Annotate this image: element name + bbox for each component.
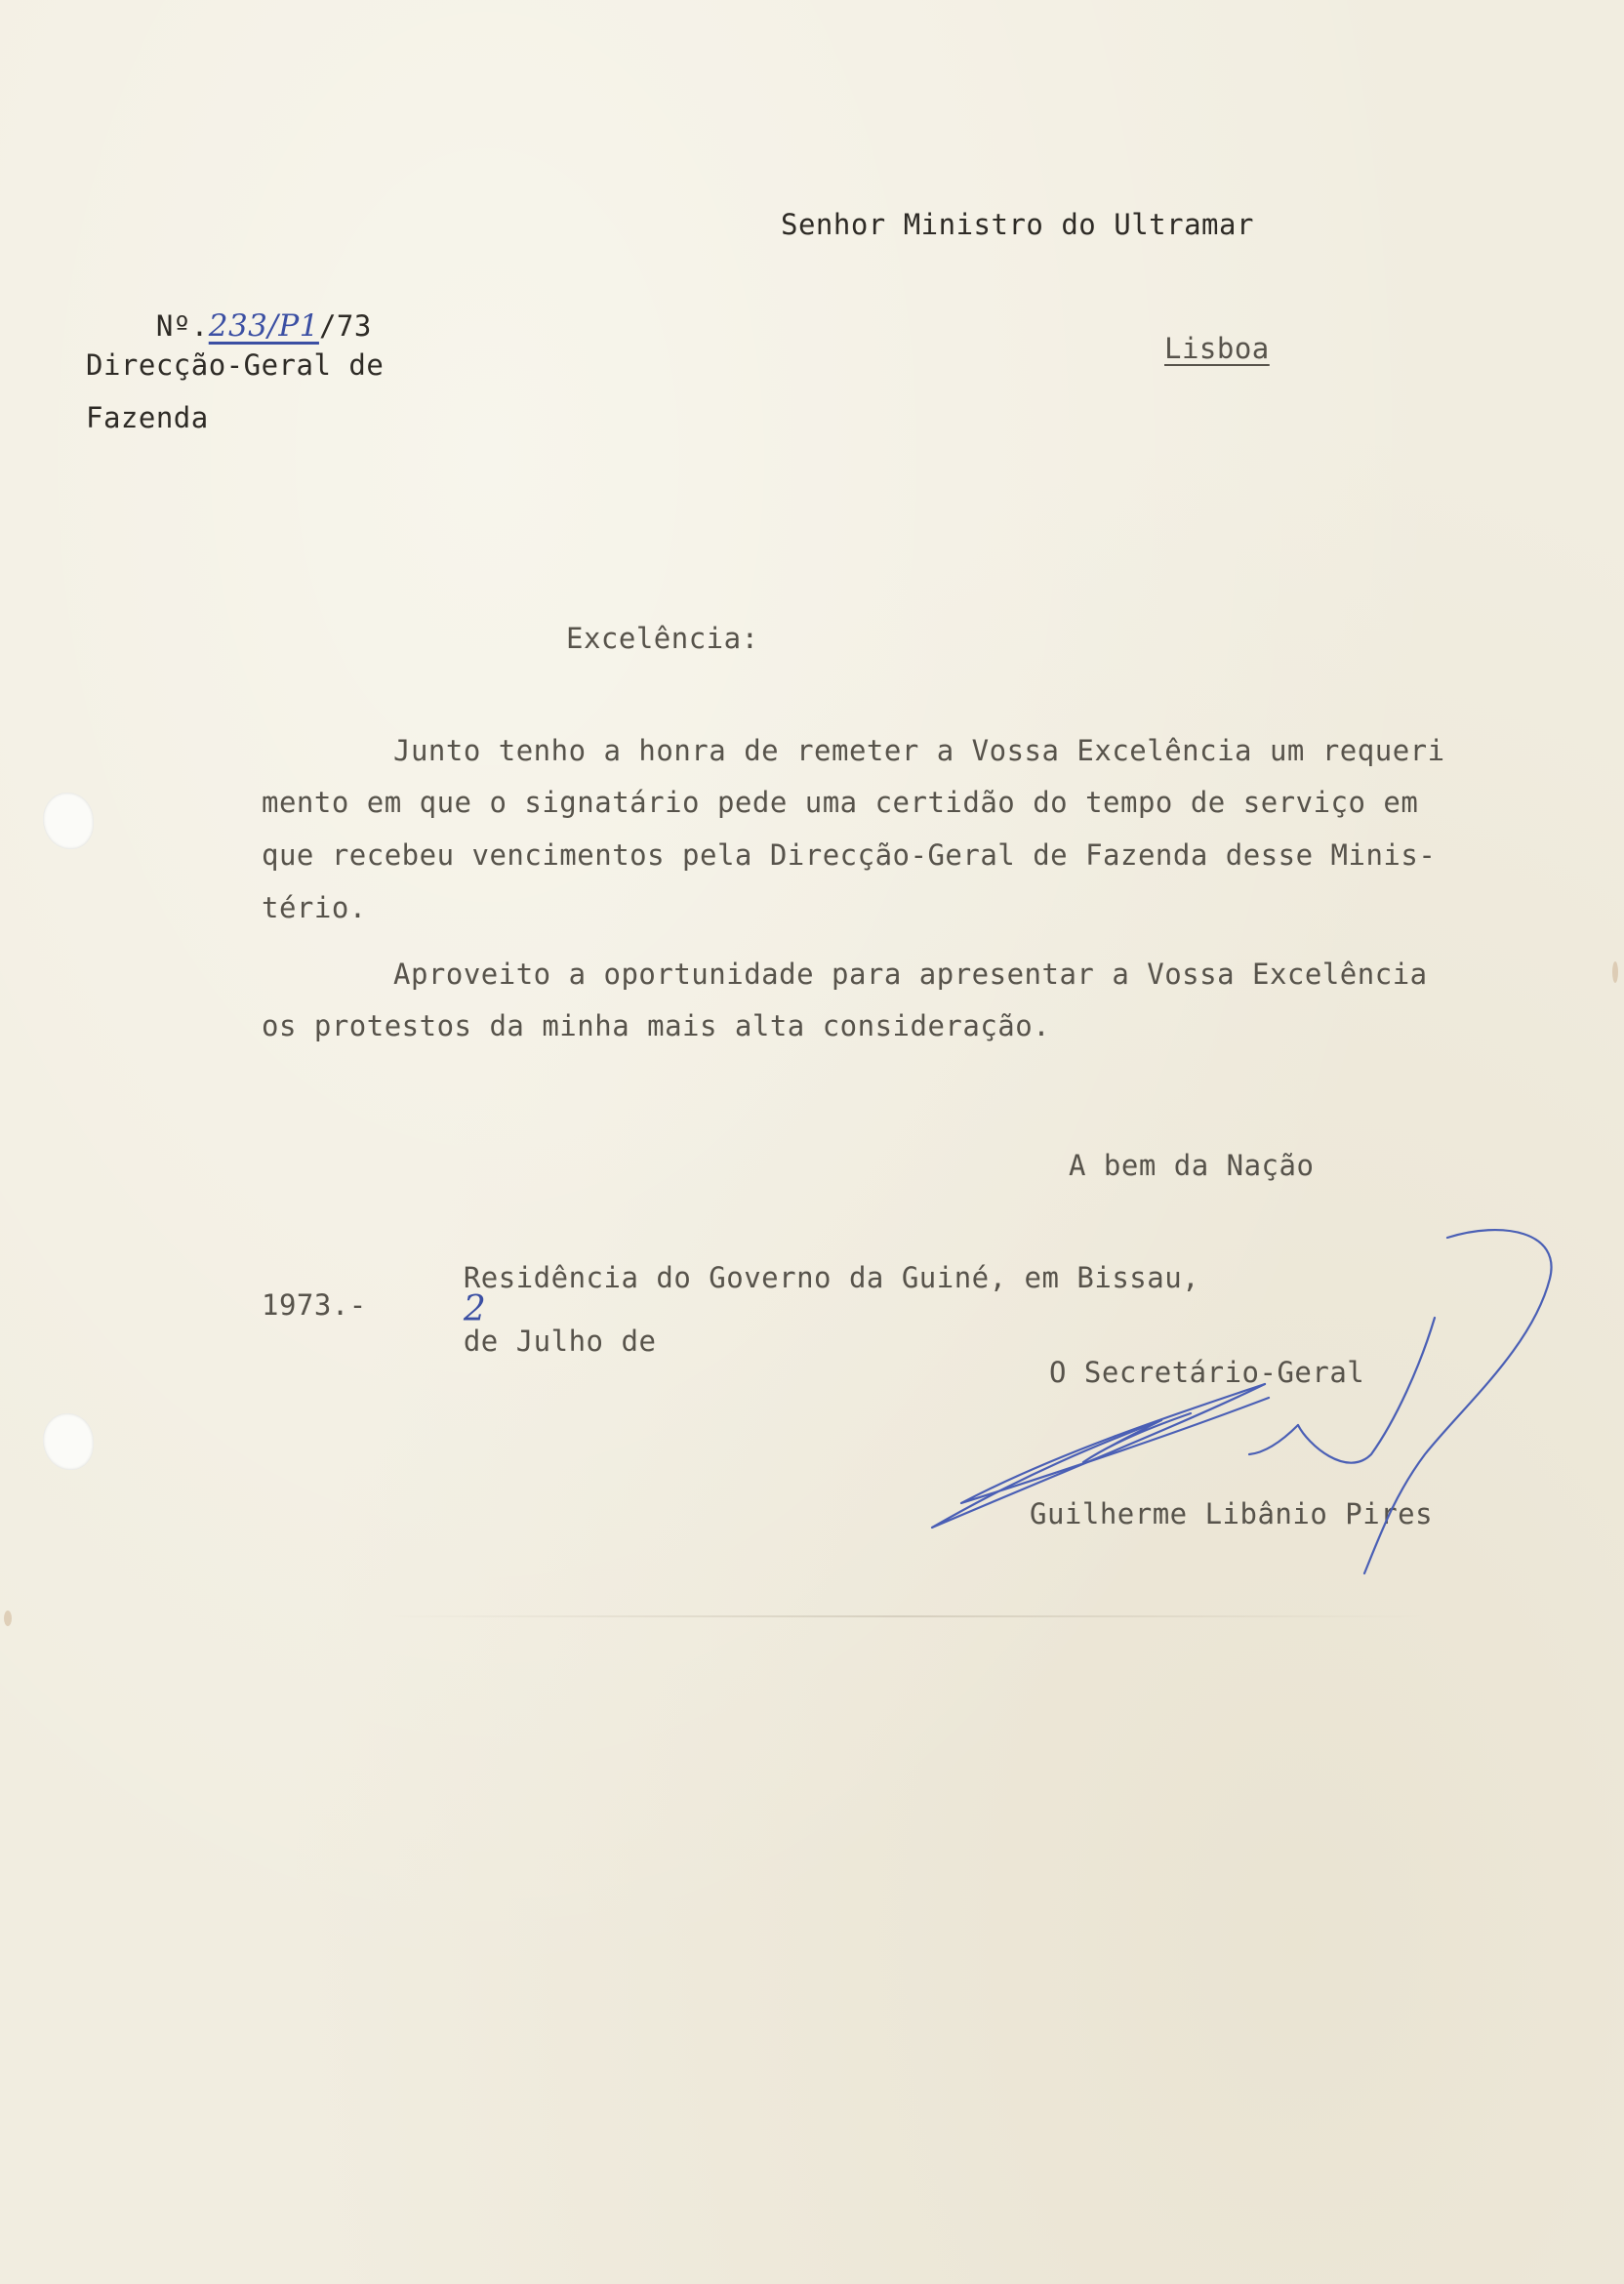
date-day-handwritten: 2 bbox=[463, 1289, 487, 1329]
punch-hole-bottom bbox=[43, 1413, 94, 1470]
body-p1-line4: tério. bbox=[262, 891, 367, 924]
addressee-title: Senhor Ministro do Ultramar bbox=[781, 208, 1254, 241]
reference-prefix: Nº. bbox=[155, 309, 209, 343]
body-p2-line2: os protestos da minha mais alta consideração. bbox=[262, 1009, 1051, 1042]
reference-handwritten: 233/P1 bbox=[208, 308, 319, 344]
body-p2-line1: Aproveito a oportunidade para apresentar a Vossa Excelência bbox=[393, 958, 1428, 991]
reference-suffix: /73 bbox=[318, 309, 372, 343]
date-year: 1973.- bbox=[262, 1288, 367, 1322]
addressee-city: Lisboa bbox=[1164, 332, 1270, 365]
date-suffix: de Julho de bbox=[463, 1325, 657, 1358]
signatory-name: Guilherme Libânio Pires bbox=[1030, 1497, 1434, 1530]
body-p1-line2: mento em que o signatário pede uma certidão do tempo de serviço em bbox=[262, 786, 1419, 819]
date-prefix: Residência do Governo da Guiné, em Bissau, bbox=[463, 1261, 1200, 1294]
punch-hole-top bbox=[43, 793, 94, 849]
stain-mark bbox=[1612, 961, 1618, 983]
stain-mark bbox=[4, 1611, 12, 1626]
closing-phrase: A bem da Nação bbox=[1069, 1149, 1315, 1182]
body-p1-line3: que recebeu vencimentos pela Direcção-Geral de Fazenda desse Minis- bbox=[262, 838, 1437, 872]
department-line1: Direcção-Geral de bbox=[86, 348, 385, 382]
department-line2: Fazenda bbox=[86, 401, 209, 434]
signatory-title: O Secretário-Geral bbox=[1049, 1356, 1365, 1389]
body-p1-line1: Junto tenho a honra de remeter a Vossa Excelência um requeri bbox=[393, 734, 1445, 767]
paper-crease bbox=[381, 1615, 1425, 1617]
salutation: Excelência: bbox=[566, 622, 759, 655]
